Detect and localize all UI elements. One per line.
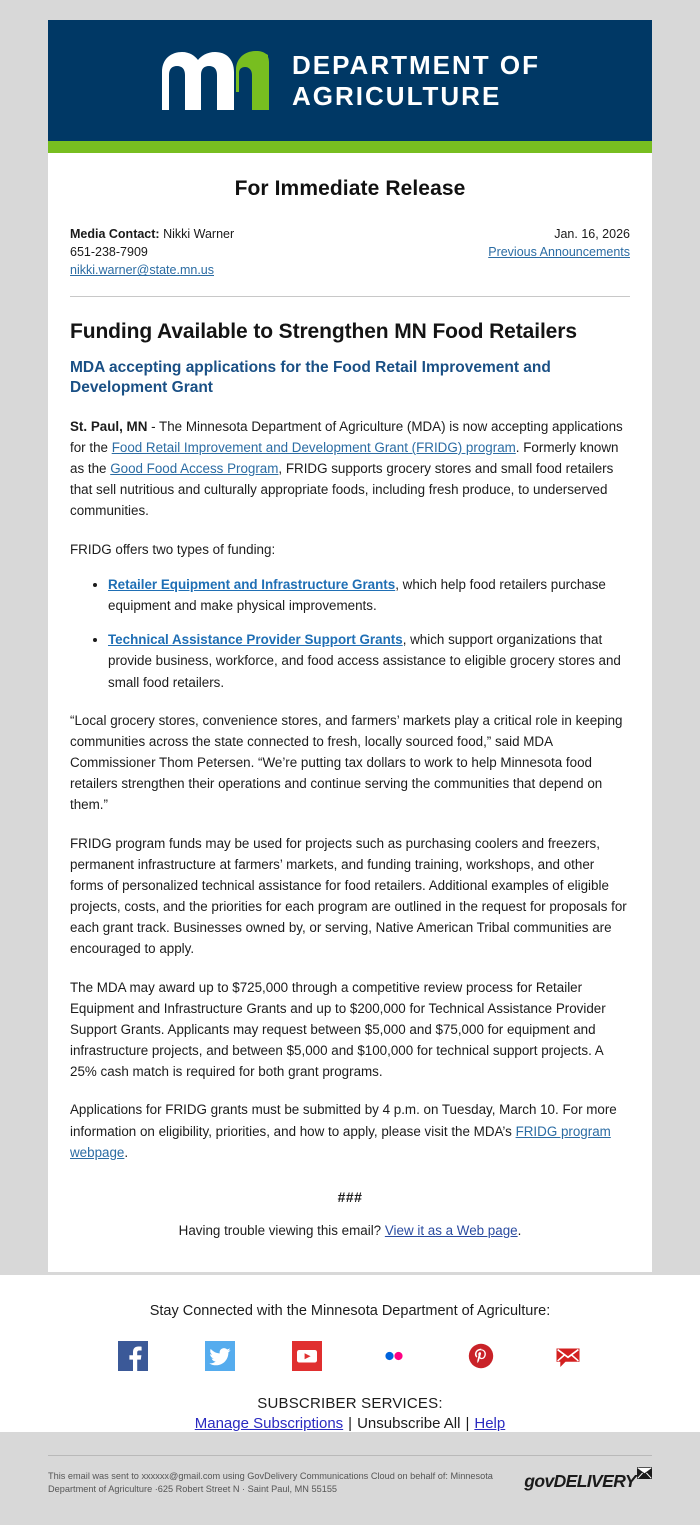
page-title: Funding Available to Strengthen MN Food Retailers [70, 320, 577, 344]
release-date: Jan. 16, 2026 [554, 227, 630, 241]
media-contact-label: Media Contact: [70, 227, 160, 241]
bullet-2-text: , which support organizations that provide business, workforce, and food access assistance to eligible grocery stores and small food retailers. [108, 632, 621, 690]
list-item [108, 629, 630, 693]
dept-line-1: DEPARTMENT OF [292, 50, 540, 80]
flickr-icon[interactable] [379, 1341, 409, 1371]
view-as-web-page-row [70, 1223, 630, 1238]
pinterest-icon[interactable] [466, 1341, 496, 1371]
p1-text-a: - The Minnesota Department of Agriculture (MDA) is now accepting applications for the [70, 418, 623, 455]
p6-text-b: . [124, 1144, 129, 1160]
header-divider [70, 296, 630, 297]
legal-line-2: Department of Agriculture ·625 Robert Street N · Saint Paul, MN 55155 [48, 1484, 338, 1495]
legal-footer [0, 1455, 700, 1497]
trouble-period: . [517, 1222, 522, 1238]
article-paragraph-quote: “Local grocery stores, convenience stores, and farmers’ markets play a critical role in keeping communities across the state connected to fresh, locally sourced food,” said MDA Commissioner Thom Petersen. “We’re putting tax dollars to work to help Minnesota food retailers strengthen their operations and continue serving the communities that depend on them.” [70, 712, 623, 813]
govdelivery-wordmark: govDELIVERY [524, 1471, 636, 1491]
subscriber-services-label: SUBSCRIBER SERVICES: [257, 1395, 443, 1412]
masthead-banner [48, 20, 652, 141]
stay-connected-text: Stay Connected with the Minnesota Department of Agriculture: [149, 1303, 551, 1319]
facebook-icon[interactable] [118, 1341, 148, 1371]
media-contact-email-link[interactable]: nikki.warner@state.mn.us [70, 263, 214, 278]
mn-logo-icon [160, 50, 270, 112]
legal-line-1: This email was sent to xxxxxx@gmail.com using GovDelivery Communications Cloud on behalf of: Minnesota [48, 1471, 493, 1481]
view-as-web-page-link[interactable]: View it as a Web page [384, 1222, 518, 1238]
youtube-icon[interactable] [292, 1341, 322, 1371]
email-icon[interactable] [553, 1341, 583, 1371]
technical-assistance-grants-link[interactable]: Technical Assistance Provider Support Grants [108, 632, 403, 648]
article-paragraph-2: FRIDG offers two types of funding: [70, 541, 276, 557]
subscriber-services-links [0, 1415, 700, 1432]
govdelivery-envelope-icon [637, 1467, 652, 1479]
contact-row [70, 225, 630, 279]
retailer-equipment-grants-link[interactable]: Retailer Equipment and Infrastructure Grants [108, 576, 396, 592]
end-marker: ### [337, 1188, 363, 1205]
for-immediate-release-title: For Immediate Release [234, 177, 466, 200]
link-separator-2: | [465, 1415, 470, 1432]
help-link[interactable]: Help [474, 1415, 506, 1432]
govdelivery-logo [524, 1471, 652, 1492]
article-paragraph-5: The MDA may award up to $725,000 through a competitive review process for Retailer Equipment and Infrastructure Grants and up to $200,000 for Technical Assistance Provider Support Grants. Applicants may request between $5,000 and $75,000 for equipment and infrastructure projects, and between $5,000 and $100,000 for technical support projects. A 25% cash match is required for both grant programs. [70, 979, 606, 1080]
p1-text-c: , FRIDG supports grocery stores and small food retailers that sell nutritious and culturally appropriate foods, including fresh produce, to underserved communities. [70, 461, 614, 519]
list-item [108, 574, 630, 616]
p6-text-a: Applications for FRIDG grants must be submitted by 4 p.m. on Tuesday, March 10. For more information on eligibility, priorities, and how to apply, please visit the MDA’s [70, 1102, 617, 1139]
article-subhead: MDA accepting applications for the Food Retail Improvement and Development Grant [70, 358, 551, 397]
previous-announcements-link[interactable]: Previous Announcements [488, 245, 630, 260]
good-food-access-program-link[interactable]: Good Food Access Program [110, 461, 279, 477]
unsubscribe-all-link[interactable]: Unsubscribe All [357, 1415, 461, 1432]
p1-text-b: . Formerly known as the [70, 439, 619, 477]
dept-line-2: AGRICULTURE [292, 81, 502, 111]
green-accent-bar [48, 141, 652, 153]
manage-subscriptions-link[interactable]: Manage Subscriptions [194, 1415, 344, 1432]
funding-types-list [70, 574, 630, 693]
article-paragraph-4: FRIDG program funds may be used for projects such as purchasing coolers and freezers, permanent infrastructure at farmers’ markets, and funding training, workshops, and other forms of personalized technical assistance for food retailers. Additional examples of eligible projects, costs, and the priorities for each program are outlined in the request for proposals for each grant track. Businesses owned by, or serving, Native American Tribal communities are encouraged to apply. [70, 835, 627, 957]
dateline: St. Paul, MN [70, 418, 148, 434]
email-card [48, 20, 652, 1272]
twitter-icon[interactable] [205, 1341, 235, 1371]
email-footer [0, 1275, 700, 1432]
release-date-block [488, 225, 630, 261]
media-contact-name: Nikki Warner [163, 227, 235, 241]
media-contact-phone: 651-238-7909 [70, 245, 148, 260]
article-paragraph-6 [70, 1099, 630, 1163]
fridg-program-webpage-link[interactable]: FRIDG program webpage [70, 1123, 611, 1160]
article-paragraph-1 [70, 416, 630, 522]
bullet-1-text: , which help food retailers purchase equipment and make physical improvements. [108, 576, 606, 613]
fridg-program-link[interactable]: Food Retail Improvement and Development Grant (FRIDG) program [111, 439, 516, 455]
media-contact-block [70, 225, 234, 279]
link-separator-1: | [348, 1415, 353, 1432]
social-links-row [0, 1341, 700, 1371]
trouble-text: Having trouble viewing this email? [178, 1222, 385, 1238]
legal-text [48, 1470, 493, 1497]
